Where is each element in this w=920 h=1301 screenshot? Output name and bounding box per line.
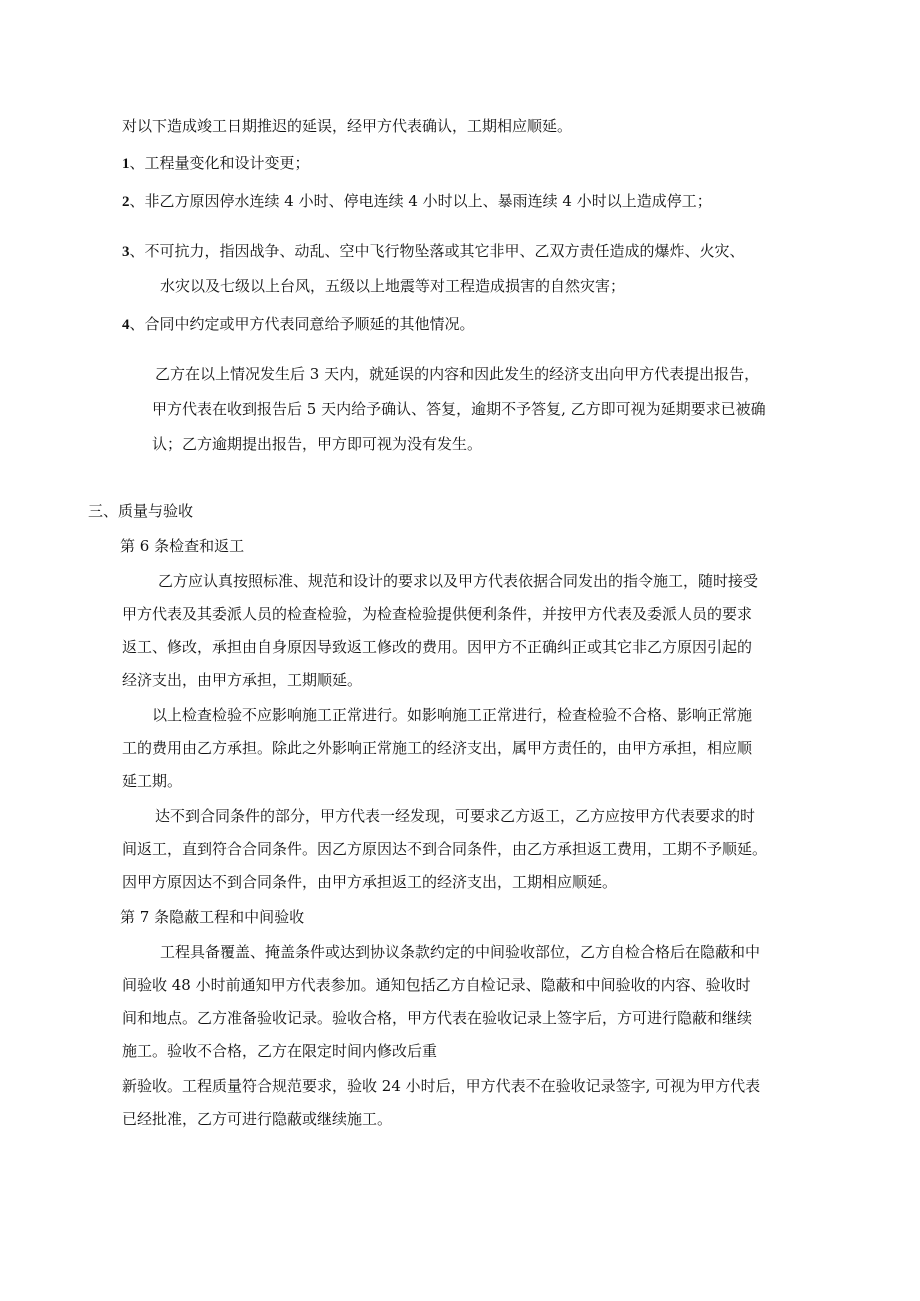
list-number: 3	[122, 244, 130, 260]
list-text: 、不可抗力，指因战争、动乱、空中飞行物坠落或其它非甲、乙双方责任造成的爆炸、火灾、	[129, 242, 745, 260]
article-6-line: 经济支出，由甲方承担，工期顺延。	[122, 671, 363, 689]
list-text: 、合同中约定或甲方代表同意给予顺延的其他情况。	[129, 315, 475, 333]
list-text: 、非乙方原因停水连续 4 小时、停电连续 4 小时以上、暴雨连续 4 小时以上造成停工；	[129, 192, 712, 210]
report-line: 认；乙方逾期提出报告，甲方即可视为没有发生。	[152, 435, 483, 453]
article-7-line: 已经批准，乙方可进行隐蔽或继续施工。	[122, 1110, 393, 1128]
list-number: 1	[122, 156, 130, 172]
article-6-line: 达不到合同条件的部分，甲方代表一经发现，可要求乙方返工，乙方应按甲方代表要求的时	[155, 807, 756, 825]
list-item-3-continued: 水灾以及七级以上台风，五级以上地震等对工程造成损害的自然灾害；	[160, 277, 626, 295]
list-number: 4	[122, 317, 130, 333]
article-7-line: 间和地点。乙方准备验收记录。验收合格，甲方代表在验收记录上签字后，方可进行隐蔽和继续	[122, 1009, 753, 1027]
report-line: 甲方代表在收到报告后 5 天内给予确认、答复，逾期不予答复, 乙方即可视为延期要求已被确	[152, 400, 766, 418]
section-heading: 三、质量与验收	[88, 502, 194, 520]
article-6-line: 甲方代表及其委派人员的检查检验，为检查检验提供便利条件，并按甲方代表及委派人员的要求	[122, 605, 753, 623]
list-item-1	[122, 152, 310, 175]
list-item-3	[122, 240, 745, 263]
article-6-line: 延工期。	[122, 772, 183, 790]
article-6-line: 乙方应认真按照标准、规范和设计的要求以及甲方代表依据合同发出的指令施工，随时接受	[158, 572, 759, 590]
article-6-line: 返工、修改，承担由自身原因导致返工修改的费用。因甲方不正确纠正或其它非乙方原因引起的	[122, 638, 753, 656]
list-text: 、工程量变化和设计变更；	[129, 154, 310, 172]
article-6-line: 工的费用由乙方承担。除此之外影响正常施工的经济支出，属甲方责任的，由甲方承担，相应顺	[122, 739, 753, 757]
article-6-title: 第 6 条检查和返工	[120, 537, 245, 555]
list-item-2	[122, 190, 712, 213]
article-6-line: 因甲方原因达不到合同条件，由甲方承担返工的经济支出，工期相应顺延。	[122, 873, 618, 891]
article-7-line: 施工。验收不合格，乙方在限定时间内修改后重	[122, 1042, 438, 1060]
intro-line: 对以下造成竣工日期推迟的延误，经甲方代表确认，工期相应顺延。	[122, 117, 573, 135]
report-line: 乙方在以上情况发生后 3 天内，就延误的内容和因此发生的经济支出向甲方代表提出报告，	[155, 365, 760, 383]
list-number: 2	[122, 194, 130, 210]
article-7-title: 第 7 条隐蔽工程和中间验收	[120, 908, 305, 926]
article-7-line: 间验收 48 小时前通知甲方代表参加。通知包括乙方自检记录、隐蔽和中间验收的内容、验收时	[122, 976, 751, 994]
article-7-line: 新验收。工程质量符合规范要求，验收 24 小时后，甲方代表不在验收记录签字, 可视为甲方代表	[122, 1077, 761, 1095]
article-6-line: 以上检查检验不应影响施工正常进行。如影响施工正常进行，检查检验不合格、影响正常施	[152, 706, 753, 724]
list-item-4	[122, 313, 475, 336]
article-7-line: 工程具备覆盖、掩盖条件或达到协议条款约定的中间验收部位，乙方自检合格后在隐蔽和中	[160, 943, 761, 961]
article-6-line: 间返工，直到符合合同条件。因乙方原因达不到合同条件，由乙方承担返工费用，工期不予顺延。	[122, 840, 768, 858]
